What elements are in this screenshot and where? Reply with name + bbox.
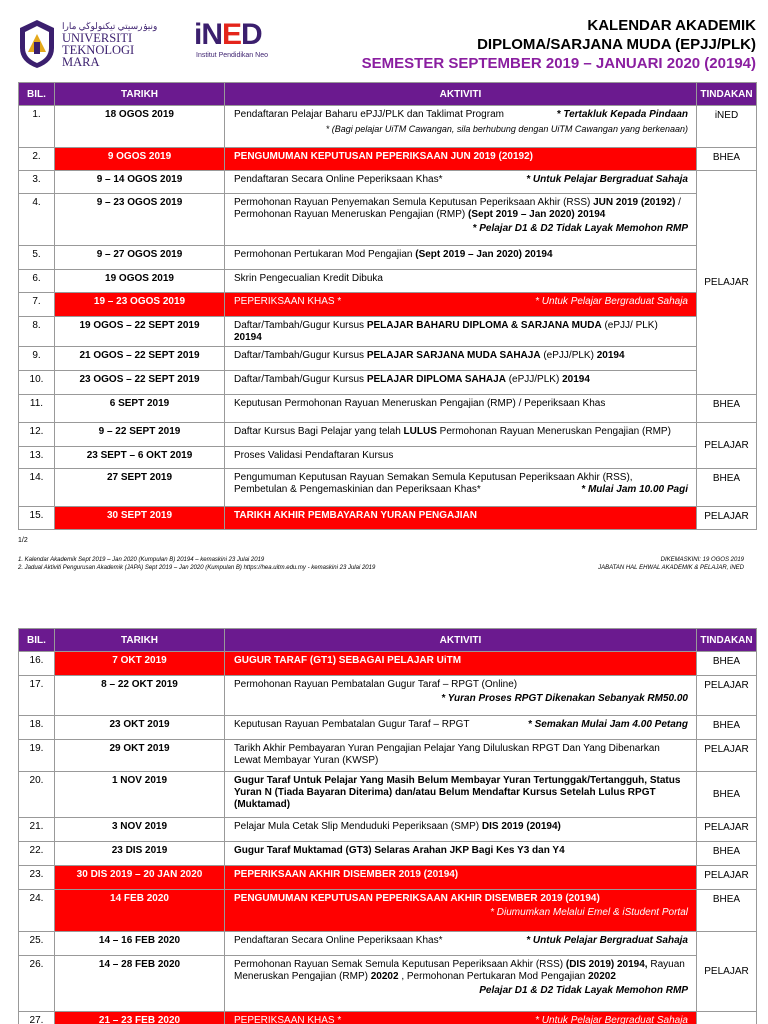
row-activity — [225, 469, 697, 507]
table-row — [19, 740, 757, 772]
activity-text: Permohonan Pertukaran Mod Pengajian — [234, 249, 416, 260]
title-block — [362, 16, 756, 73]
activity-bold: 20202 — [588, 971, 616, 982]
row-bil: 27. — [19, 1012, 55, 1024]
row-date: 8 – 22 OKT 2019 — [55, 676, 225, 716]
row-date: 9 – 22 SEPT 2019 — [55, 423, 225, 447]
footer-ref-2: 2. Jadual Aktiviti Pengurusan Akademik (JAPA) Sept 2019 – Jan 2020 (Kumpulan B) https://hea.uitm.edu.my - kemaskini 23 Julai 2019 — [18, 565, 376, 571]
row-bil: 19. — [19, 740, 55, 772]
row-action: BHEA — [697, 842, 757, 866]
row-action: BHEA — [697, 469, 757, 507]
activity-text: Pendaftaran Secara Online Peperiksaan Khas* — [234, 174, 443, 185]
table-row — [19, 347, 757, 371]
activity-text: Permohonan Rayuan Penyemakan Semula Keputusan Peperiksaan Akhir (RSS) — [234, 197, 594, 208]
activity-text: PEPERIKSAAN KHAS * — [234, 296, 342, 307]
table-row — [19, 716, 757, 740]
activity-text: Keputusan Rayuan Pembatalan Gugur Taraf – RPGT — [234, 719, 470, 730]
ined-subtitle: Institut Pendidikan Neo — [196, 52, 268, 59]
table-header-row — [19, 83, 757, 106]
row-date: 27 SEPT 2019 — [55, 469, 225, 507]
row-activity — [225, 676, 697, 716]
footer-ref-1: 1. Kalendar Akademik Sept 2019 – Jan 2020 (Kumpulan B) 20194 – kemaskini 23 Julai 2019 — [18, 557, 265, 563]
col-aktiviti: AKTIVITI — [225, 629, 697, 652]
table-row — [19, 772, 757, 818]
activity-note: * Untuk Pelajar Bergraduat Sahaja — [535, 1015, 688, 1024]
table-row — [19, 507, 757, 530]
activity-text: PENGUMUMAN KEPUTUSAN PEPERIKSAAN AKHIR DISEMBER 2019 (20194) — [234, 893, 600, 904]
footer-updated-date: DIKEMASKINI: 19 OGOS 2019 — [660, 557, 744, 563]
activity-text: Permohonan Rayuan Semak Semula Keputusan Peperiksaan Akhir (RSS) — [234, 959, 566, 970]
activity-text: Proses Validasi Pendaftaran Kursus — [234, 450, 394, 461]
row-bil: 26. — [19, 956, 55, 1012]
row-activity — [225, 652, 697, 676]
col-bil: BIL. — [19, 83, 55, 106]
row-date: 23 OGOS – 22 SEPT 2019 — [55, 371, 225, 395]
row-activity — [225, 818, 697, 842]
row-bil: 3. — [19, 171, 55, 194]
uitm-logo — [18, 18, 190, 74]
row-date: 6 SEPT 2019 — [55, 395, 225, 423]
row-bil: 7. — [19, 293, 55, 317]
row-action: BHEA — [697, 395, 757, 423]
activity-text: Pelajar Mula Cetak Slip Menduduki Peperiksaan (SMP) — [234, 821, 482, 832]
activity-bold: 20202 — [370, 971, 399, 982]
row-date: 29 OKT 2019 — [55, 740, 225, 772]
row-activity — [225, 270, 697, 293]
table-row — [19, 246, 757, 270]
activity-text: Daftar Kursus Bagi Pelajar yang telah — [234, 426, 404, 437]
activity-note: * Mulai Jam 10.00 Pagi — [581, 484, 688, 495]
table-row — [19, 317, 757, 347]
doc-subtitle: DIPLOMA/SARJANA MUDA (EPJJ/PLK) — [477, 36, 756, 53]
row-action: PELAJAR — [697, 676, 757, 716]
activity-note: * Diumumkan Melalui Emel & iStudent Portal — [490, 907, 688, 918]
row-action: PELAJAR — [697, 423, 757, 469]
row-action: PELAJAR — [697, 507, 757, 530]
activity-bold: (Sept 2019 – Jan 2020) 20194 — [468, 209, 606, 220]
row-bil: 5. — [19, 246, 55, 270]
row-bil: 24. — [19, 890, 55, 932]
uni-line3: MARA — [62, 55, 100, 69]
activity-bold: 20194 — [596, 350, 625, 361]
row-bil: 1. — [19, 106, 55, 148]
activity-text: PEPERIKSAAN KHAS * — [234, 1015, 342, 1024]
table-row — [19, 1012, 757, 1024]
activity-text: Daftar/Tambah/Gugur Kursus — [234, 350, 367, 361]
activity-text: Pendaftaran Pelajar Baharu ePJJ/PLK dan Taklimat Program — [234, 109, 504, 120]
row-date: 19 – 23 OGOS 2019 — [55, 293, 225, 317]
col-bil: BIL. — [19, 629, 55, 652]
row-activity — [225, 347, 697, 371]
col-tarikh: TARIKH — [55, 83, 225, 106]
activity-text: Pengumuman Keputusan Rayuan Semakan Semula Keputusan Peperiksaan Akhir (RSS), Pembetulan & Pengemaskinian dan Peperiksaan Khas* — [234, 472, 633, 495]
activity-bold: JUN 2019 (20192) — [593, 197, 676, 208]
row-activity — [225, 171, 697, 194]
activity-text: Daftar/Tambah/Gugur Kursus — [234, 374, 367, 385]
row-activity — [225, 447, 697, 469]
activity-note: * Untuk Pelajar Bergraduat Sahaja — [535, 296, 688, 307]
activity-text: Permohonan Rayuan Pembatalan Gugur Taraf – RPGT (Online) — [234, 679, 518, 690]
row-action: BHEA — [697, 772, 757, 818]
table-row — [19, 194, 757, 246]
table-row — [19, 818, 757, 842]
row-activity — [225, 956, 697, 1012]
row-activity — [225, 371, 697, 395]
row-date: 18 OGOS 2019 — [55, 106, 225, 148]
table-row — [19, 395, 757, 423]
table-row — [19, 447, 757, 469]
activity-bold: (DIS 2019) 20194, — [565, 959, 648, 970]
activity-text: TARIKH AKHIR PEMBAYARAN YURAN PENGAJIAN — [234, 510, 477, 521]
row-action: iNED — [697, 106, 757, 148]
row-activity — [225, 842, 697, 866]
row-bil: 9. — [19, 347, 55, 371]
activity-bold: PELAJAR DIPLOMA SAHAJA — [366, 374, 506, 385]
row-activity — [225, 716, 697, 740]
uni-jawi: ونيۏرسيتي تيكنولوڬي مارا — [62, 21, 158, 31]
activity-note: Pelajar D1 & D2 Tidak Layak Memohon RMP — [479, 985, 688, 996]
row-bil: 22. — [19, 842, 55, 866]
activity-text: (ePJJ/PLK) — [505, 374, 563, 385]
activity-note: * Semakan Mulai Jam 4.00 Petang — [527, 719, 688, 730]
table-row — [19, 652, 757, 676]
row-date: 21 OGOS – 22 SEPT 2019 — [55, 347, 225, 371]
calendar-table-1 — [18, 82, 757, 530]
row-bil: 20. — [19, 772, 55, 818]
row-bil: 15. — [19, 507, 55, 530]
table-row — [19, 270, 757, 293]
activity-text: PEPERIKSAAN AKHIR DISEMBER 2019 (20194) — [234, 869, 459, 880]
col-tindakan: TINDAKAN — [697, 83, 757, 106]
row-date: 14 – 16 FEB 2020 — [55, 932, 225, 956]
row-bil: 6. — [19, 270, 55, 293]
document-header — [18, 14, 756, 76]
row-action: BHEA — [697, 890, 757, 932]
row-action: BHEA — [697, 716, 757, 740]
row-activity — [225, 317, 697, 347]
row-activity — [225, 772, 697, 818]
row-activity — [225, 395, 697, 423]
row-activity — [225, 932, 697, 956]
row-bil: 17. — [19, 676, 55, 716]
row-bil: 8. — [19, 317, 55, 347]
row-activity — [225, 507, 697, 530]
row-date: 7 OKT 2019 — [55, 652, 225, 676]
row-action: PELAJAR — [697, 740, 757, 772]
row-action: PELAJAR — [697, 818, 757, 842]
activity-note: * Yuran Proses RPGT Dikenakan Sebanyak RM50.00 — [441, 693, 688, 704]
activity-note: * Untuk Pelajar Bergraduat Sahaja — [526, 935, 688, 946]
activity-text: / Permohonan Rayuan Meneruskan Pengajian (RMP) — [234, 197, 681, 220]
row-action: PELAJAR — [697, 171, 757, 395]
row-bil: 21. — [19, 818, 55, 842]
row-activity — [225, 423, 697, 447]
uitm-crest-icon — [18, 18, 56, 70]
row-date: 30 DIS 2019 – 20 JAN 2020 — [55, 866, 225, 890]
row-activity — [225, 194, 697, 246]
activity-bold: (Sept 2019 – Jan 2020) 20194 — [415, 249, 553, 260]
col-tarikh: TARIKH — [55, 629, 225, 652]
ined-wordmark: iNED — [194, 18, 262, 51]
row-action: BHEA — [697, 652, 757, 676]
row-date: 9 OGOS 2019 — [55, 148, 225, 171]
row-activity — [225, 866, 697, 890]
table-row — [19, 106, 757, 148]
row-date: 19 OGOS 2019 — [55, 270, 225, 293]
activity-text: Permohonan Rayuan Meneruskan Pengajian (RMP) — [436, 426, 671, 437]
page-number: 1/2 — [18, 537, 28, 544]
table-row — [19, 371, 757, 395]
row-action — [697, 1012, 757, 1024]
row-activity — [225, 246, 697, 270]
activity-note: * Pelajar D1 & D2 Tidak Layak Memohon RMP — [472, 223, 688, 234]
ined-logo — [194, 18, 294, 72]
activity-bold: Gugur Taraf Muktamad (GT3) Selaras Arahan JKP Bagi Kes Y3 dan Y4 — [234, 845, 565, 856]
doc-title: KALENDAR AKADEMIK — [587, 17, 756, 34]
activity-text: GUGUR TARAF (GT1) SEBAGAI PELAJAR UiTM — [234, 655, 462, 666]
activity-text: Tarikh Akhir Pembayaran Yuran Pengajian Pelajar Yang Diluluskan RPGT Dan Yang Dibenarkan Lewat Membayar Yuran (KWSP) — [234, 743, 660, 766]
row-activity — [225, 740, 697, 772]
footer-updated — [598, 556, 744, 572]
activity-text: (ePJJ/PLK) — [540, 350, 597, 361]
activity-text: PENGUMUMAN KEPUTUSAN PEPERIKSAAN JUN 2019 (20192) — [234, 151, 533, 162]
footer-department: JABATAN HAL EHWAL AKADEMIK & PELAJAR, iNED — [598, 565, 744, 571]
table-row — [19, 866, 757, 890]
row-bil: 4. — [19, 194, 55, 246]
table-row — [19, 469, 757, 507]
row-date: 21 – 23 FEB 2020 — [55, 1012, 225, 1024]
row-bil: 11. — [19, 395, 55, 423]
row-date: 3 NOV 2019 — [55, 818, 225, 842]
row-date: 19 OGOS – 22 SEPT 2019 — [55, 317, 225, 347]
row-date: 23 DIS 2019 — [55, 842, 225, 866]
table-row — [19, 676, 757, 716]
activity-note: * Tertakluk Kepada Pindaan — [556, 109, 688, 120]
row-date: 14 – 28 FEB 2020 — [55, 956, 225, 1012]
activity-text: Daftar/Tambah/Gugur Kursus — [234, 320, 367, 331]
activity-bold: DIS 2019 (20194) — [481, 821, 561, 832]
col-tindakan: TINDAKAN — [697, 629, 757, 652]
activity-bold: PELAJAR SARJANA MUDA SAHAJA — [366, 350, 541, 361]
calendar-table-2 — [18, 628, 757, 1024]
row-action: BHEA — [697, 148, 757, 171]
row-bil: 12. — [19, 423, 55, 447]
footer-references — [18, 556, 375, 572]
university-name — [62, 20, 157, 68]
row-bil: 13. — [19, 447, 55, 469]
row-date: 30 SEPT 2019 — [55, 507, 225, 530]
row-bil: 18. — [19, 716, 55, 740]
row-date: 23 SEPT – 6 OKT 2019 — [55, 447, 225, 469]
row-activity — [225, 890, 697, 932]
row-activity — [225, 148, 697, 171]
table-row — [19, 932, 757, 956]
row-date: 9 – 14 OGOS 2019 — [55, 171, 225, 194]
row-activity — [225, 293, 697, 317]
table-row — [19, 423, 757, 447]
row-activity — [225, 1012, 697, 1024]
table-row — [19, 956, 757, 1012]
row-date: 23 OKT 2019 — [55, 716, 225, 740]
col-aktiviti: AKTIVITI — [225, 83, 697, 106]
activity-text: Keputusan Permohonan Rayuan Meneruskan Pengajian (RMP) / Peperiksaan Khas — [234, 398, 606, 409]
row-date: 9 – 27 OGOS 2019 — [55, 246, 225, 270]
row-bil: 16. — [19, 652, 55, 676]
row-date: 9 – 23 OGOS 2019 — [55, 194, 225, 246]
activity-text: Skrin Pengecualian Kredit Dibuka — [234, 273, 383, 284]
table-row — [19, 171, 757, 194]
activity-bold: 20194 — [562, 374, 590, 385]
uni-line2: TEKNOLOGI — [62, 43, 135, 57]
row-date: 14 FEB 2020 — [55, 890, 225, 932]
row-bil: 10. — [19, 371, 55, 395]
table-row — [19, 842, 757, 866]
activity-text: , Permohonan Pertukaran Mod Pengajian — [398, 971, 589, 982]
table-header-row — [19, 629, 757, 652]
row-bil: 14. — [19, 469, 55, 507]
row-bil: 23. — [19, 866, 55, 890]
row-date: 1 NOV 2019 — [55, 772, 225, 818]
row-activity — [225, 106, 697, 148]
activity-text: (ePJJ/ PLK) — [601, 320, 658, 331]
table-row — [19, 293, 757, 317]
semester-title: SEMESTER SEPTEMBER 2019 – JANUARI 2020 (20194) — [361, 55, 756, 72]
activity-bold: 20194 — [234, 332, 262, 343]
row-bil: 25. — [19, 932, 55, 956]
uni-line1: UNIVERSITI — [62, 31, 133, 45]
activity-bold: PELAJAR BAHARU DIPLOMA & SARJANA MUDA — [366, 320, 602, 331]
row-action: PELAJAR — [697, 866, 757, 890]
row-bil: 2. — [19, 148, 55, 171]
activity-bold: LULUS — [403, 426, 437, 437]
table-row — [19, 890, 757, 932]
row-action: PELAJAR — [697, 932, 757, 1012]
activity-text: Pendaftaran Secara Online Peperiksaan Khas* — [234, 935, 443, 946]
activity-text: Rayuan Meneruskan Pengajian (RMP) — [234, 959, 685, 982]
activity-subnote: * (Bagi pelajar UiTM Cawangan, sila berhubung dengan UiTM Cawangan yang berkenaan) — [325, 124, 688, 134]
table-row — [19, 148, 757, 171]
activity-note: * Untuk Pelajar Bergraduat Sahaja — [526, 174, 688, 185]
activity-bold: Gugur Taraf Untuk Pelajar Yang Masih Belum Membayar Yuran Tertunggak/Tertangguh, Status Yuran N (Tiada Bayaran Diterima) dan/atau Belum Mendaftar Kursus Setelah Lulus RPGT (Muktamad) — [234, 775, 681, 810]
